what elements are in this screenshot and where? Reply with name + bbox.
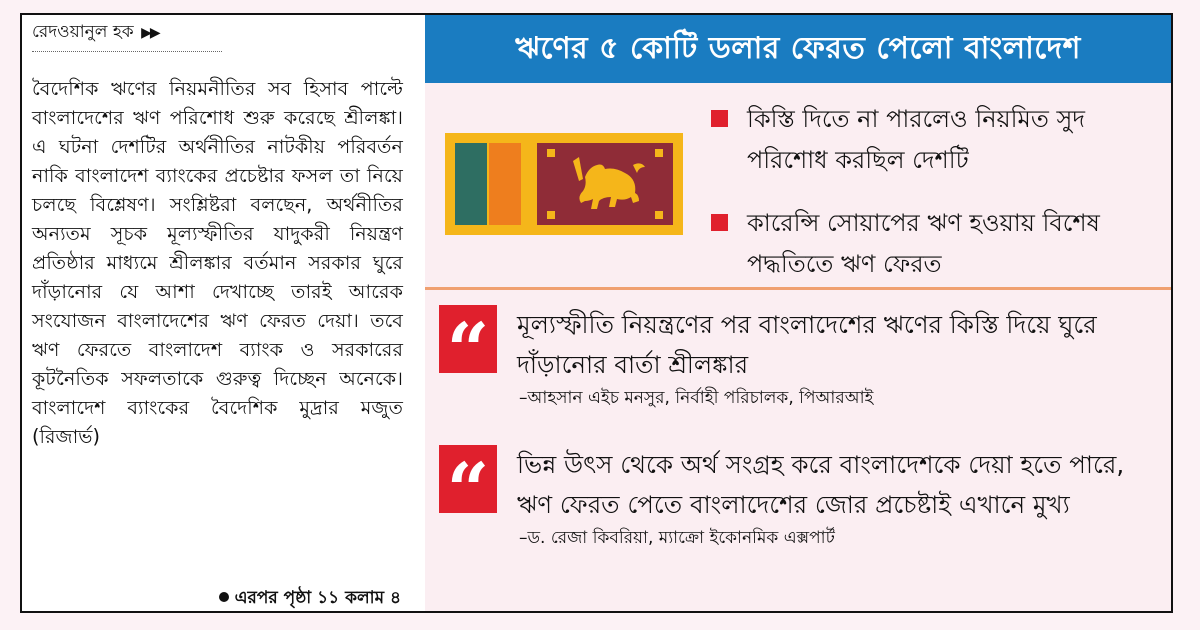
quote-block-1 — [439, 305, 1161, 409]
quote-text: ভিন্ন উৎস থেকে অর্থ সংগ্রহ করে বাংলাদেশকে দেয়া হতে পারে, ঋণ ফেরত পেতে বাংলাদেশের জোর প্রচেষ্টাই এখানে মুখ্য — [517, 450, 1125, 519]
quote-mark-icon: “ — [439, 305, 497, 373]
key-point-2 — [705, 203, 1159, 285]
flag-green-stripe — [455, 143, 487, 225]
quote-block-2 — [439, 445, 1161, 549]
byline-arrows-icon: ▶▶ — [141, 25, 159, 41]
key-point-text: কারেন্সি সোয়াপের ঋণ হওয়ায় বিশেষ পদ্ধতিতে ঋণ ফেরত — [747, 209, 1100, 278]
highlight-panel — [425, 15, 1171, 611]
headline: ঋণের ৫ কোটি ডলার ফেরত পেলো বাংলাদেশ — [425, 15, 1171, 83]
byline-author: রেদওয়ানুল হক — [32, 22, 134, 42]
key-point-text: কিস্তি দিতে না পারলেও নিয়মিত সুদ পরিশোধ করছিল দেশটি — [747, 105, 1085, 174]
key-points — [705, 99, 1159, 285]
news-clipping-frame — [20, 13, 1173, 613]
sri-lanka-flag-icon — [445, 133, 683, 235]
article-column — [22, 15, 417, 611]
section-divider — [425, 287, 1171, 290]
red-square-bullet-icon — [711, 110, 728, 127]
continued-note — [219, 585, 401, 613]
article-body: বৈদেশিক ঋণের নিয়মনীতির সব হিসাব পাল্টে বাংলাদেশের ঋণ পরিশোধ শুরু করেছে শ্রীলঙ্কা। এ ঘটনা দেশটির অর্থনীতির নাটকীয় পরিবর্তন নাকি বাংলাদেশ ব্যাংকের প্রচেষ্টার ফসল তা নিয়ে চলছে বিশ্লেষণ। সংশ্লিষ্টরা বলছেন, অর্থনীতির অন্যতম সূচক মূল্যস্ফীতির যাদুকরী নিয়ন্ত্রণ প্রতিষ্ঠার মাধ্যমে শ্রীলঙ্কার বর্তমান সরকার ঘুরে দাঁড়ানোর যে আশা দেখাচ্ছে তারই আরেক সংযোজন বাংলাদেশের ঋণ ফেরত দেয়া। তবে ঋণ ফেরতে বাংলাদেশ ব্যাংক ও সরকারের কূটনৈতিক সফলতাকে গুরুত্ব দিচ্ছেন অনেকে। বাংলাদেশ ব্যাংকের বৈদেশিক মুদ্রার মজুত (রিজার্ভ) — [32, 77, 403, 448]
bullet-dot-icon — [219, 592, 229, 602]
quote-attribution: –ড. রেজা কিবরিয়া, ম্যাক্রো ইকোনমিক এক্সপার্ট — [519, 528, 835, 548]
key-point-1 — [705, 99, 1159, 181]
quote-text: মূল্যস্ফীতি নিয়ন্ত্রণের পর বাংলাদেশের ঋণের কিস্তি দিয়ে ঘুরে দাঁড়ানোর বার্তা শ্রীলঙ্কার — [517, 310, 1097, 379]
red-square-bullet-icon — [711, 214, 728, 231]
flag-saffron-stripe — [489, 143, 521, 225]
continued-text: এরপর পৃষ্ঠা ১১ কলাম ৪ — [234, 588, 401, 608]
quote-mark-icon: “ — [439, 445, 497, 513]
byline — [32, 19, 222, 52]
quote-attribution: –আহসান এইচ মনসুর, নির্বাহী পরিচালক, পিআরআই — [519, 388, 874, 408]
lion-emblem-icon — [537, 143, 673, 225]
